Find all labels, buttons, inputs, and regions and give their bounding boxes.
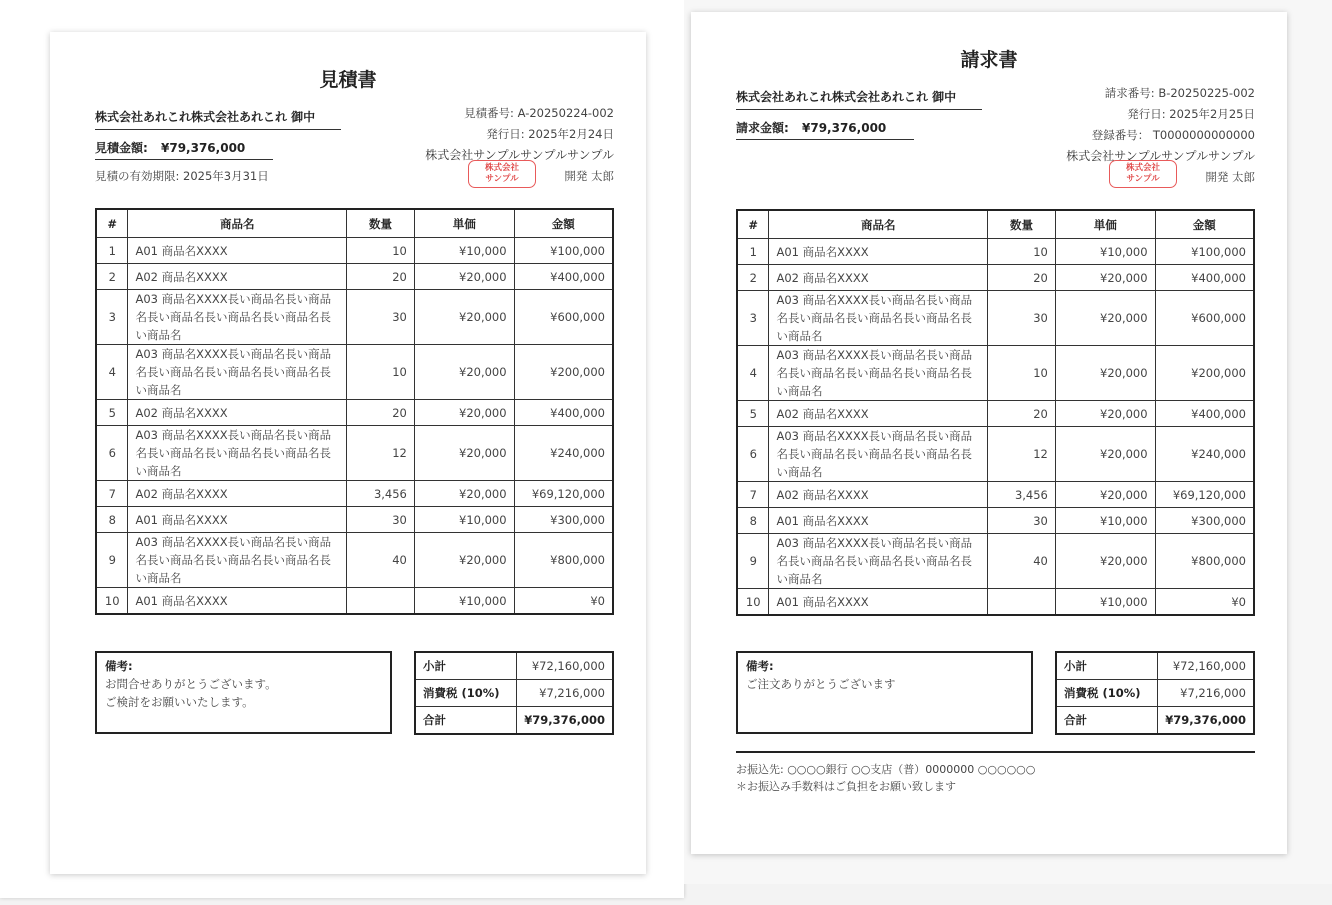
remarks-heading: 備考: [105, 659, 133, 673]
line-amount: ¥100,000 [1155, 239, 1254, 265]
client-name: 株式会社あれこれ株式会社あれこれ 御中 [95, 108, 341, 130]
row-number: 10 [737, 589, 769, 616]
table-row [96, 345, 613, 400]
table-row [96, 426, 613, 481]
table-row [96, 588, 613, 615]
unit-price: ¥10,000 [1055, 508, 1155, 534]
total-row [415, 707, 613, 735]
unit-price: ¥20,000 [1055, 482, 1155, 508]
tax-row [1056, 680, 1254, 707]
document-number: 請求番号: B-20250225-002 [1104, 86, 1255, 100]
column-header: 商品名 [769, 210, 988, 239]
tax-label: 消費税 (10%) [1056, 680, 1158, 707]
row-number: 8 [737, 508, 769, 534]
product-name: A02 商品名XXXX [128, 481, 347, 507]
table-row [737, 291, 1254, 346]
tax-value: ¥7,216,000 [1158, 680, 1255, 707]
table-row [737, 508, 1254, 534]
product-name: A01 商品名XXXX [128, 588, 347, 615]
row-number: 1 [96, 238, 128, 264]
product-name: A02 商品名XXXX [128, 400, 347, 426]
invoice-page [691, 12, 1287, 854]
column-header: 数量 [347, 209, 415, 238]
issuer-person: 開発 太郎 [1205, 170, 1255, 184]
product-name: A03 商品名XXXX長い商品名長い商品名長い商品名長い商品名長い商品名長い商品名 [769, 346, 988, 401]
quantity: 10 [988, 346, 1056, 401]
product-name: A03 商品名XXXX長い商品名長い商品名長い商品名長い商品名長い商品名長い商品名 [128, 290, 347, 345]
table-row [96, 481, 613, 507]
unit-price: ¥10,000 [414, 238, 514, 264]
table-row [737, 482, 1254, 508]
quantity: 20 [988, 401, 1056, 427]
column-header: # [96, 209, 128, 238]
product-name: A02 商品名XXXX [128, 264, 347, 290]
table-row [737, 239, 1254, 265]
issuer-company: 株式会社サンプルサンプルサンプル [1066, 149, 1255, 163]
column-header: 単価 [1055, 210, 1155, 239]
table-row [737, 346, 1254, 401]
line-amount: ¥100,000 [514, 238, 613, 264]
stamp-line-1: 株式会社 [1125, 163, 1160, 173]
product-name: A03 商品名XXXX長い商品名長い商品名長い商品名長い商品名長い商品名長い商品名 [769, 427, 988, 482]
remarks-line: ご検討をお願いいたします。 [105, 695, 254, 709]
product-name: A01 商品名XXXX [128, 507, 347, 533]
total-row [1056, 707, 1254, 735]
line-amount: ¥400,000 [514, 400, 613, 426]
row-number: 6 [737, 427, 769, 482]
row-number: 4 [737, 346, 769, 401]
line-amount: ¥69,120,000 [1155, 482, 1254, 508]
product-name: A01 商品名XXXX [769, 508, 988, 534]
product-name: A01 商品名XXXX [128, 238, 347, 264]
unit-price: ¥10,000 [1055, 239, 1155, 265]
total-label: 合計 [1056, 707, 1158, 735]
table-row [96, 400, 613, 426]
total-value: ¥79,376,000 [1158, 707, 1255, 735]
product-name: A01 商品名XXXX [769, 239, 988, 265]
row-number: 4 [96, 345, 128, 400]
line-amount: ¥800,000 [514, 533, 613, 588]
product-name: A03 商品名XXXX長い商品名長い商品名長い商品名長い商品名長い商品名長い商品名 [128, 345, 347, 400]
line-amount: ¥400,000 [514, 264, 613, 290]
table-row [737, 589, 1254, 616]
stamp-line-2: サンプル [485, 174, 519, 184]
line-amount: ¥800,000 [1155, 534, 1254, 589]
line-amount: ¥69,120,000 [514, 481, 613, 507]
table-header-row [96, 209, 613, 238]
unit-price: ¥20,000 [414, 290, 514, 345]
table-row [96, 507, 613, 533]
subtotal-label: 小計 [1056, 652, 1158, 680]
remarks-heading: 備考: [746, 659, 774, 673]
row-number: 7 [96, 481, 128, 507]
issue-date: 発行日: 2025年2月24日 [486, 127, 614, 141]
line-amount: ¥300,000 [514, 507, 613, 533]
line-amount: ¥600,000 [514, 290, 613, 345]
row-number: 1 [737, 239, 769, 265]
column-header: 数量 [988, 210, 1056, 239]
remarks-line: お問合せありがとうございます。 [105, 677, 277, 691]
unit-price: ¥10,000 [414, 507, 514, 533]
subtotal-row [1056, 652, 1254, 680]
table-row [96, 264, 613, 290]
row-number: 2 [96, 264, 128, 290]
unit-price: ¥20,000 [414, 426, 514, 481]
quantity [988, 589, 1056, 616]
row-number: 8 [96, 507, 128, 533]
line-amount: ¥200,000 [514, 345, 613, 400]
line-amount: ¥240,000 [1155, 427, 1254, 482]
quantity: 20 [347, 264, 415, 290]
quantity: 12 [347, 426, 415, 481]
table-row [737, 534, 1254, 589]
items-table [736, 209, 1255, 616]
product-name: A01 商品名XXXX [769, 589, 988, 616]
table-row [96, 533, 613, 588]
unit-price: ¥20,000 [414, 345, 514, 400]
registration-number: 登録番号： T0000000000000 [1091, 128, 1255, 142]
row-number: 10 [96, 588, 128, 615]
product-name: A03 商品名XXXX長い商品名長い商品名長い商品名長い商品名長い商品名長い商品名 [128, 426, 347, 481]
quantity: 10 [347, 345, 415, 400]
total-value: ¥79,376,000 [517, 707, 614, 735]
totals-table [414, 651, 614, 735]
amount-label: 見積金額: [95, 141, 148, 155]
product-name: A02 商品名XXXX [769, 401, 988, 427]
remarks-box [736, 651, 1033, 734]
column-header: # [737, 210, 769, 239]
subtotal-label: 小計 [415, 652, 517, 680]
unit-price: ¥20,000 [414, 264, 514, 290]
quantity: 40 [988, 534, 1056, 589]
quantity: 12 [988, 427, 1056, 482]
table-header-row [737, 210, 1254, 239]
column-header: 単価 [414, 209, 514, 238]
product-name: A03 商品名XXXX長い商品名長い商品名長い商品名長い商品名長い商品名長い商品名 [128, 533, 347, 588]
line-amount: ¥600,000 [1155, 291, 1254, 346]
amount-value: ¥79,376,000 [802, 121, 887, 135]
company-seal-stamp [1109, 160, 1177, 188]
table-row [737, 427, 1254, 482]
stamp-line-1: 株式会社 [484, 163, 519, 173]
line-amount: ¥400,000 [1155, 401, 1254, 427]
quantity: 30 [347, 507, 415, 533]
tax-row [415, 680, 613, 707]
unit-price: ¥20,000 [1055, 427, 1155, 482]
tax-label: 消費税 (10%) [415, 680, 517, 707]
table-row [737, 401, 1254, 427]
issue-date: 発行日: 2025年2月25日 [1127, 107, 1255, 121]
quantity: 20 [347, 400, 415, 426]
quantity: 10 [988, 239, 1056, 265]
line-amount: ¥240,000 [514, 426, 613, 481]
page-title: 見積書 [319, 69, 377, 91]
page-title: 請求書 [960, 49, 1018, 71]
unit-price: ¥20,000 [1055, 291, 1155, 346]
validity-date: 見積の有効期限: 2025年3月31日 [95, 169, 269, 183]
items-table [95, 208, 614, 615]
subtotal-value: ¥72,160,000 [517, 652, 614, 680]
document-number: 見積番号: A-20250224-002 [464, 106, 614, 120]
quantity: 30 [988, 291, 1056, 346]
quantity: 30 [347, 290, 415, 345]
line-amount: ¥300,000 [1155, 508, 1254, 534]
line-amount: ¥400,000 [1155, 265, 1254, 291]
subtotal-value: ¥72,160,000 [1158, 652, 1255, 680]
row-number: 6 [96, 426, 128, 481]
unit-price: ¥20,000 [1055, 401, 1155, 427]
row-number: 2 [737, 265, 769, 291]
issuer-company: 株式会社サンプルサンプルサンプル [425, 148, 614, 162]
line-amount: ¥200,000 [1155, 346, 1254, 401]
company-seal-stamp [468, 160, 536, 188]
table-row [737, 265, 1254, 291]
column-header: 金額 [514, 209, 613, 238]
line-amount: ¥0 [1155, 589, 1254, 616]
table-row [96, 238, 613, 264]
row-number: 9 [96, 533, 128, 588]
quantity: 10 [347, 238, 415, 264]
unit-price: ¥20,000 [1055, 534, 1155, 589]
amount-value: ¥79,376,000 [161, 141, 246, 155]
unit-price: ¥20,000 [414, 481, 514, 507]
quantity: 3,456 [988, 482, 1056, 508]
issuer-person: 開発 太郎 [564, 169, 614, 183]
unit-price: ¥10,000 [1055, 589, 1155, 616]
tax-value: ¥7,216,000 [517, 680, 614, 707]
row-number: 7 [737, 482, 769, 508]
product-name: A02 商品名XXXX [769, 265, 988, 291]
remarks-box [95, 651, 392, 734]
quantity [347, 588, 415, 615]
estimate-page [50, 32, 646, 874]
bank-account: お振込先: ○○○○銀行 ○○支店（普）0000000 ○○○○○○ [736, 763, 1036, 776]
unit-price: ¥20,000 [414, 400, 514, 426]
unit-price: ¥20,000 [1055, 265, 1155, 291]
quantity: 20 [988, 265, 1056, 291]
remarks-line: ご注文ありがとうございます [746, 677, 896, 691]
row-number: 9 [737, 534, 769, 589]
table-row [96, 290, 613, 345]
stamp-line-2: サンプル [1126, 174, 1160, 184]
quantity: 40 [347, 533, 415, 588]
amount-label: 請求金額: [736, 121, 789, 135]
product-name: A03 商品名XXXX長い商品名長い商品名長い商品名長い商品名長い商品名長い商品名 [769, 291, 988, 346]
unit-price: ¥20,000 [1055, 346, 1155, 401]
quantity: 3,456 [347, 481, 415, 507]
subtotal-row [415, 652, 613, 680]
line-amount: ¥0 [514, 588, 613, 615]
client-name: 株式会社あれこれ株式会社あれこれ 御中 [736, 88, 982, 110]
product-name: A03 商品名XXXX長い商品名長い商品名長い商品名長い商品名長い商品名長い商品名 [769, 534, 988, 589]
column-header: 金額 [1155, 210, 1254, 239]
quantity: 30 [988, 508, 1056, 534]
row-number: 3 [96, 290, 128, 345]
total-label: 合計 [415, 707, 517, 735]
bank-transfer-info [736, 751, 1255, 795]
invoice-amount [736, 119, 914, 140]
row-number: 3 [737, 291, 769, 346]
unit-price: ¥10,000 [414, 588, 514, 615]
row-number: 5 [737, 401, 769, 427]
column-header: 商品名 [128, 209, 347, 238]
transfer-fee-note: ＊お振込み手数料はご負担をお願い致します [736, 780, 956, 793]
product-name: A02 商品名XXXX [769, 482, 988, 508]
estimate-amount [95, 139, 273, 160]
totals-table [1055, 651, 1255, 735]
row-number: 5 [96, 400, 128, 426]
unit-price: ¥20,000 [414, 533, 514, 588]
